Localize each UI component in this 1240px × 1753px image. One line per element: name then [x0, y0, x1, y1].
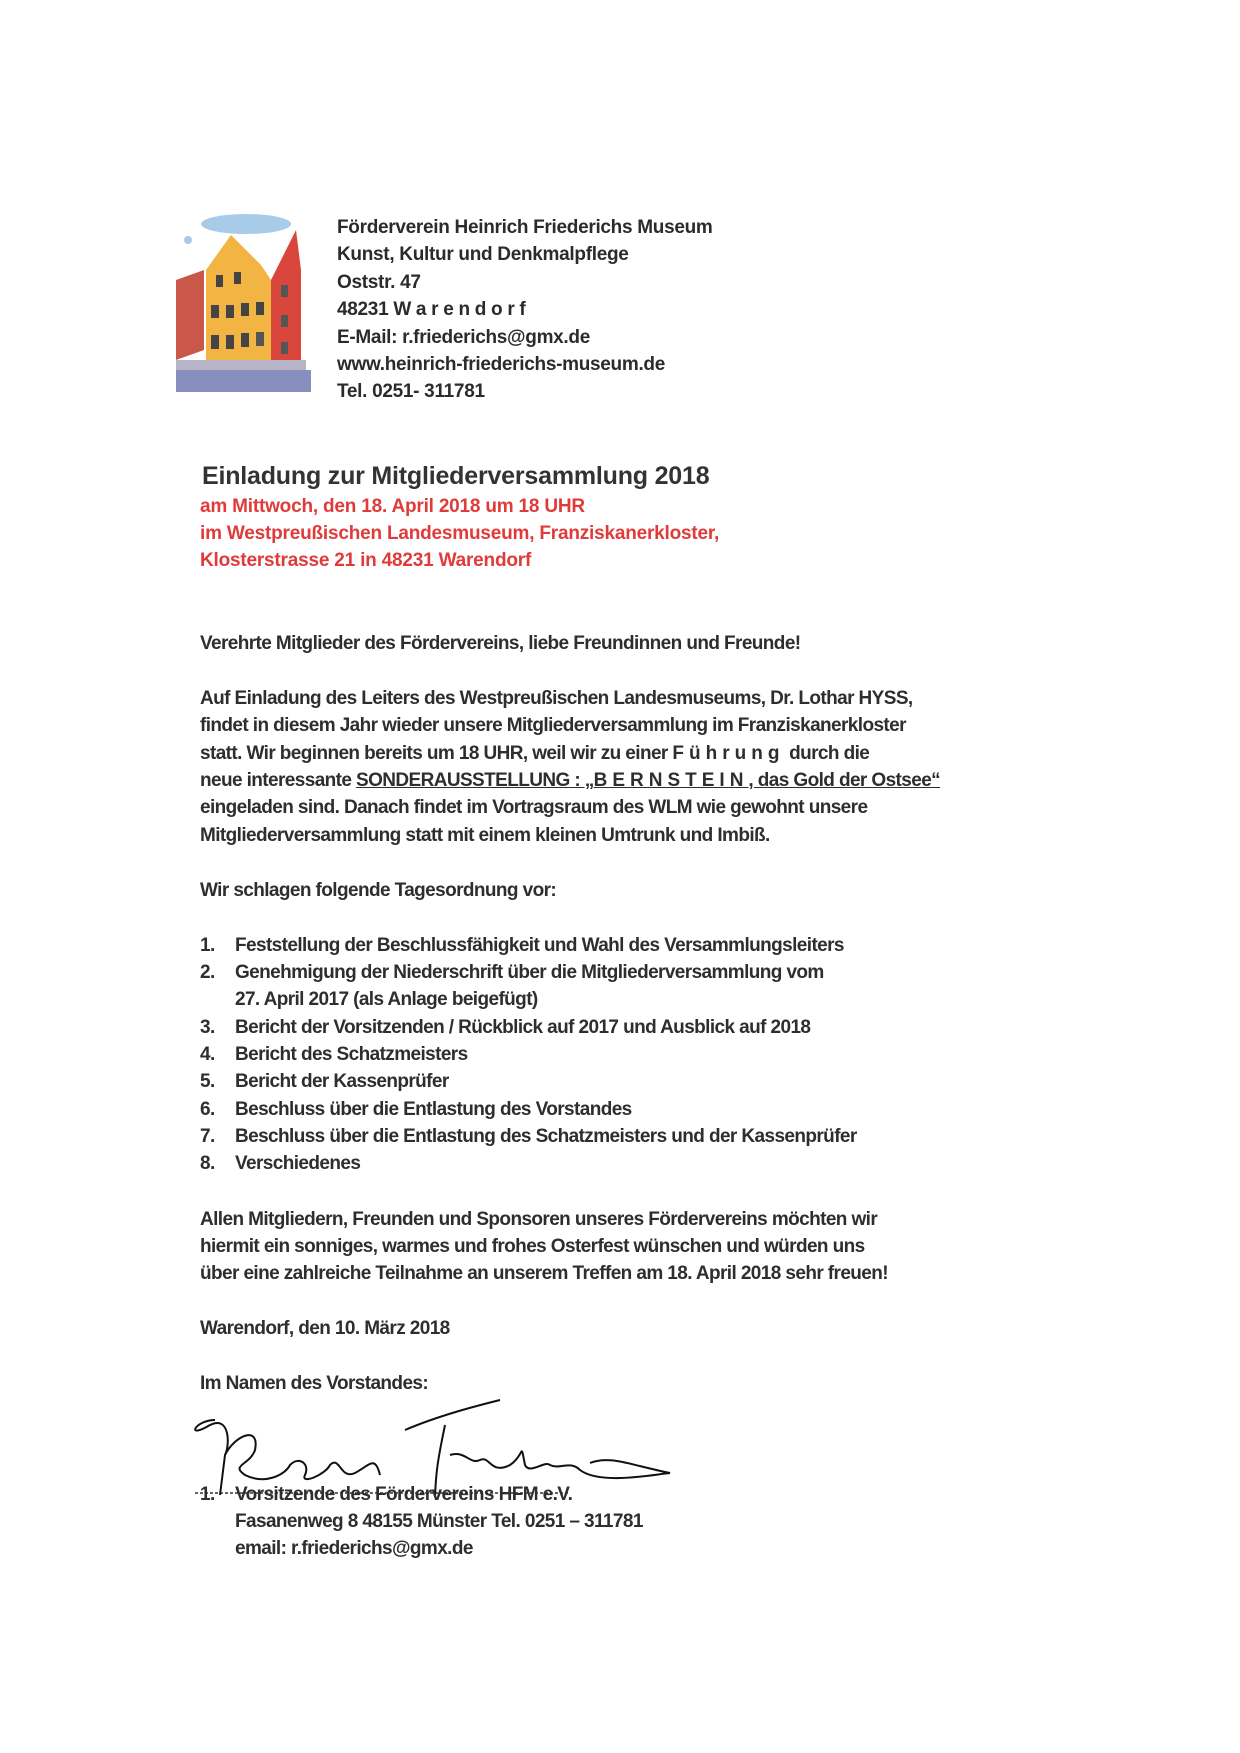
- salutation: Verehrte Mitglieder des Fördervereins, liebe Freundinnen und Freunde!: [200, 633, 801, 654]
- agenda-text: Bericht der Vorsitzenden / Rückblick auf 2017 und Ausblick auf 2018: [235, 1017, 811, 1038]
- agenda-text: Beschluss über die Entlastung des Schatzmeisters und der Kassenprüfer: [235, 1126, 857, 1147]
- invitation-title: Einladung zur Mitgliederversammlung 2018: [202, 462, 710, 490]
- agenda-text-continued: 27. April 2017 (als Anlage beigefügt): [235, 989, 538, 1010]
- org-website: www.heinrich-friederichs-museum.de: [337, 354, 666, 375]
- intro-line: Mitgliederversammlung statt mit einem kleinen Umtrunk und Imbiß.: [200, 825, 770, 846]
- org-city: 48231 W a r e n d o r f: [337, 299, 526, 320]
- intro-line: eingeladen sind. Danach findet im Vortragsraum des WLM wie gewohnt unsere: [200, 797, 868, 818]
- org-subtitle: Kunst, Kultur und Denkmalpflege: [337, 244, 629, 265]
- agenda-number: 1.: [200, 935, 215, 956]
- event-date: am Mittwoch, den 18. April 2018 um 18 UHR: [200, 496, 585, 517]
- intro-text: statt. Wir beginnen bereits um 18 UHR, weil wir zu einer: [200, 743, 673, 764]
- agenda-text: Feststellung der Beschlussfähigkeit und Wahl des Versammlungsleiters: [235, 935, 844, 956]
- agenda-text: Genehmigung der Niederschrift über die Mitgliederversammlung vom: [235, 962, 824, 983]
- agenda-number: 4.: [200, 1044, 215, 1065]
- closing-line: Allen Mitgliedern, Freunden und Sponsoren unseres Fördervereins möchten wir: [200, 1209, 878, 1230]
- event-address: Klosterstrasse 21 in 48231 Warendorf: [200, 550, 532, 571]
- signer-address: Fasanenweg 8 48155 Münster Tel. 0251 – 311781: [235, 1511, 643, 1532]
- intro-line: findet in diesem Jahr wieder unsere Mitgliederversammlung im Franziskanerkloster: [200, 715, 906, 736]
- agenda-text: Beschluss über die Entlastung des Vorstandes: [235, 1099, 632, 1120]
- agenda-number: 3.: [200, 1017, 215, 1038]
- event-venue: im Westpreußischen Landesmuseum, Franziskanerkloster,: [200, 523, 720, 544]
- intro-line: [200, 770, 940, 792]
- intro-text: durch die: [784, 743, 870, 764]
- fuehrung-emphasis: Führung: [672, 743, 785, 764]
- signer-number: 1.: [200, 1484, 215, 1505]
- museum-logo-icon: [176, 210, 316, 400]
- exhibition-name: BERNSTEIN: [593, 770, 749, 791]
- org-street: Oststr. 47: [337, 272, 421, 293]
- intro-line: [200, 743, 869, 765]
- agenda-number: 8.: [200, 1153, 215, 1174]
- agenda-number: 5.: [200, 1071, 215, 1092]
- agenda-text: Verschiedenes: [235, 1153, 361, 1174]
- org-email: E-Mail: r.friederichs@gmx.de: [337, 327, 590, 348]
- signer-role: Vorsitzende des Fördervereins HFM e.V.: [235, 1484, 573, 1505]
- agenda-number: 7.: [200, 1126, 215, 1147]
- agenda-intro: Wir schlagen folgende Tagesordnung vor:: [200, 880, 557, 901]
- agenda-text: Bericht der Kassenprüfer: [235, 1071, 449, 1092]
- agenda-number: 6.: [200, 1099, 215, 1120]
- date-line: Warendorf, den 10. März 2018: [200, 1318, 450, 1339]
- intro-line: Auf Einladung des Leiters des Westpreußischen Landesmuseums, Dr. Lothar HYSS,: [200, 688, 913, 709]
- agenda-text: Bericht des Schatzmeisters: [235, 1044, 468, 1065]
- signer-email: email: r.friederichs@gmx.de: [235, 1538, 473, 1559]
- sign-intro: Im Namen des Vorstandes:: [200, 1373, 429, 1394]
- closing-line: über eine zahlreiche Teilnahme an unserem Treffen am 18. April 2018 sehr freuen!: [200, 1263, 888, 1284]
- exhibition-suffix: , das Gold der Ostsee“: [748, 770, 941, 791]
- handwritten-signature: [190, 1395, 690, 1495]
- intro-text: neue interessante: [200, 770, 357, 791]
- closing-line: hiermit ein sonniges, warmes und frohes Osterfest wünschen und würden uns: [200, 1236, 865, 1257]
- org-phone: Tel. 0251- 311781: [337, 381, 485, 402]
- exhibition-title: [356, 770, 940, 791]
- agenda-number: 2.: [200, 962, 215, 983]
- org-name: Förderverein Heinrich Friederichs Museum: [337, 217, 713, 238]
- exhibition-prefix: SONDERAUSSTELLUNG : „: [356, 770, 594, 791]
